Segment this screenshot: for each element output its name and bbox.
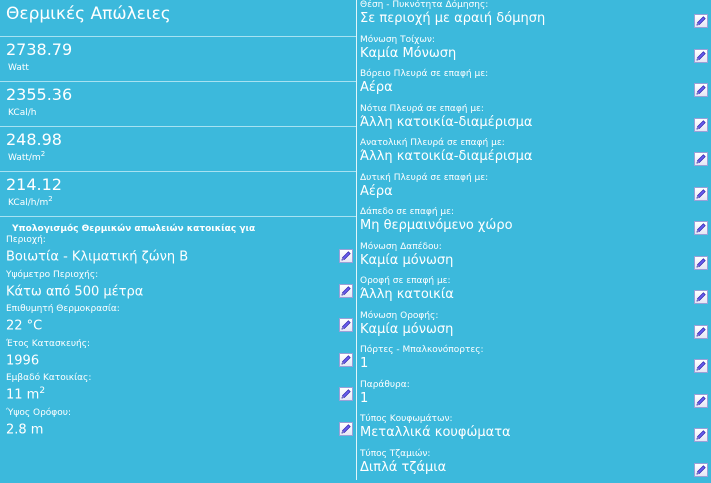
pencil-edit-icon: [695, 119, 707, 131]
field-value: Καμία Μόνωση: [360, 46, 711, 61]
field-label: Νότια Πλευρά σε επαφή με:: [360, 104, 711, 115]
stat-unit: Watt: [6, 59, 350, 74]
parameters-panel: [357, 0, 711, 480]
edit-parameter-button[interactable]: [694, 394, 708, 408]
field-value: Βοιωτία - Κλιματική ζώνη Β: [6, 246, 356, 264]
stat-kcal: [0, 82, 356, 127]
field-value: 22 °C: [6, 315, 356, 333]
stat-unit: Watt/$m^2$: [6, 149, 350, 164]
edit-parameter-button[interactable]: [694, 49, 708, 63]
field-label: Υψόμετρο Περιοχής:: [6, 270, 356, 281]
stat-watt-per-m2: [0, 127, 356, 172]
stat-unit: KCal/h: [6, 104, 350, 119]
pencil-edit-icon: [695, 50, 707, 62]
field-temperature: [0, 304, 356, 339]
pencil-edit-icon: [695, 222, 707, 234]
edit-floor-height-button[interactable]: [339, 422, 353, 436]
edit-parameter-button[interactable]: [694, 359, 708, 373]
field-value: Άλλη κατοικία: [360, 287, 711, 302]
field-label: Βόρειο Πλευρά σε επαφή με:: [360, 69, 711, 80]
parameter-field: [357, 104, 711, 139]
parameter-field: [357, 311, 711, 346]
pencil-edit-icon: [695, 153, 707, 165]
results-panel: [0, 0, 356, 480]
field-label: Δυτική Πλευρά σε επαφή με:: [360, 173, 711, 184]
field-label: Οροφή σε επαφή με:: [360, 276, 711, 287]
pencil-edit-icon: [340, 285, 352, 297]
field-label: Μόνωση Δαπέδου:: [360, 242, 711, 253]
field-value: Διπλά τζάμια: [360, 460, 711, 475]
edit-parameter-button[interactable]: [694, 463, 708, 477]
parameter-field: [357, 276, 711, 311]
field-construction-year: [0, 339, 356, 374]
edit-altitude-button[interactable]: [339, 284, 353, 298]
pencil-edit-icon: [695, 188, 707, 200]
field-label: Τύπος Τζαμιών:: [360, 449, 711, 460]
field-altitude: [0, 270, 356, 305]
stat-value: 214.12: [6, 172, 350, 194]
pencil-edit-icon: [695, 395, 707, 407]
edit-parameter-button[interactable]: [694, 428, 708, 442]
stat-value: 2355.36: [6, 82, 350, 104]
edit-area-button[interactable]: [339, 387, 353, 401]
field-region: [0, 235, 356, 270]
edit-parameter-button[interactable]: [694, 14, 708, 28]
pencil-edit-icon: [695, 326, 707, 338]
parameter-field: [357, 35, 711, 70]
parameter-field: [357, 138, 711, 173]
field-value: 1996: [6, 350, 356, 368]
field-value: 11 $m^2$: [6, 384, 356, 402]
edit-parameter-button[interactable]: [694, 187, 708, 201]
edit-parameter-button[interactable]: [694, 83, 708, 97]
field-value: Μη θερμαινόμενο χώρο: [360, 218, 711, 233]
stat-kcal-per-m2: [0, 172, 356, 217]
field-value: Καμία μόνωση: [360, 322, 711, 337]
pencil-edit-icon: [695, 360, 707, 372]
stat-value: 2738.79: [6, 37, 350, 59]
stat-watt: [0, 37, 356, 82]
field-label: Περιοχή:: [6, 235, 356, 246]
parameter-field: [357, 69, 711, 104]
field-value: Μεταλλικά κουφώματα: [360, 425, 711, 440]
parameter-field: [357, 173, 711, 208]
pencil-edit-icon: [340, 250, 352, 262]
field-label: Θέση - Πυκνότητα Δόμησης:: [360, 0, 711, 11]
pencil-edit-icon: [340, 354, 352, 366]
edit-temperature-button[interactable]: [339, 318, 353, 332]
field-label: Έτος Κατασκευής:: [6, 339, 356, 350]
field-value: Αέρα: [360, 184, 711, 199]
parameter-field: [357, 0, 711, 35]
pencil-edit-icon: [340, 388, 352, 400]
field-value: Άλλη κατοικία-διαμέρισμα: [360, 149, 711, 164]
pencil-edit-icon: [695, 257, 707, 269]
field-label: Ανατολική Πλευρά σε επαφή με:: [360, 138, 711, 149]
edit-parameter-button[interactable]: [694, 290, 708, 304]
page-title: Θερμικές Απώλειες: [0, 0, 356, 37]
field-value: Σε περιοχή με αραιή δόμηση: [360, 11, 711, 26]
field-value: Κάτω από 500 μέτρα: [6, 281, 356, 299]
edit-parameter-button[interactable]: [694, 118, 708, 132]
parameter-field: [357, 449, 711, 483]
edit-year-button[interactable]: [339, 353, 353, 367]
edit-parameter-button[interactable]: [694, 221, 708, 235]
field-label: Μόνωση Τοίχων:: [360, 35, 711, 46]
field-label: Παράθυρα:: [360, 380, 711, 391]
field-floor-height: [0, 408, 356, 443]
edit-parameter-button[interactable]: [694, 256, 708, 270]
field-area: [0, 373, 356, 408]
pencil-edit-icon: [695, 429, 707, 441]
pencil-edit-icon: [695, 15, 707, 27]
field-label: Επιθυμητή Θερμοκρασία:: [6, 304, 356, 315]
edit-parameter-button[interactable]: [694, 152, 708, 166]
pencil-edit-icon: [695, 84, 707, 96]
stat-value: 248.98: [6, 127, 350, 149]
pencil-edit-icon: [340, 319, 352, 331]
field-value: 2.8 m: [6, 419, 356, 437]
pencil-edit-icon: [695, 464, 707, 476]
stat-unit: KCal/$h/m^2$: [6, 194, 350, 209]
parameter-field: [357, 414, 711, 449]
field-label: Μόνωση Οροφής:: [360, 311, 711, 322]
field-label: Δάπεδο σε επαφή με:: [360, 207, 711, 218]
parameter-field: [357, 207, 711, 242]
pencil-edit-icon: [695, 291, 707, 303]
field-value: Καμία μόνωση: [360, 253, 711, 268]
field-label: Εμβαδό Κατοικίας:: [6, 373, 356, 384]
pencil-edit-icon: [340, 423, 352, 435]
edit-region-button[interactable]: [339, 249, 353, 263]
field-value: Άλλη κατοικία-διαμέρισμα: [360, 115, 711, 130]
field-value: Αέρα: [360, 80, 711, 95]
edit-parameter-button[interactable]: [694, 325, 708, 339]
field-label: Ύψος Ορόφου:: [6, 408, 356, 419]
field-label: Πόρτες - Μπαλκονόπορτες:: [360, 345, 711, 356]
field-value: 1: [360, 391, 711, 406]
parameter-field: [357, 345, 711, 380]
field-value: 1: [360, 356, 711, 371]
section-title: Υπολογισμός Θερμικών απωλειών κατοικίας για: [0, 217, 356, 235]
field-label: Τύπος Κουφωμάτων:: [360, 414, 711, 425]
parameter-field: [357, 242, 711, 277]
parameter-field: [357, 380, 711, 415]
